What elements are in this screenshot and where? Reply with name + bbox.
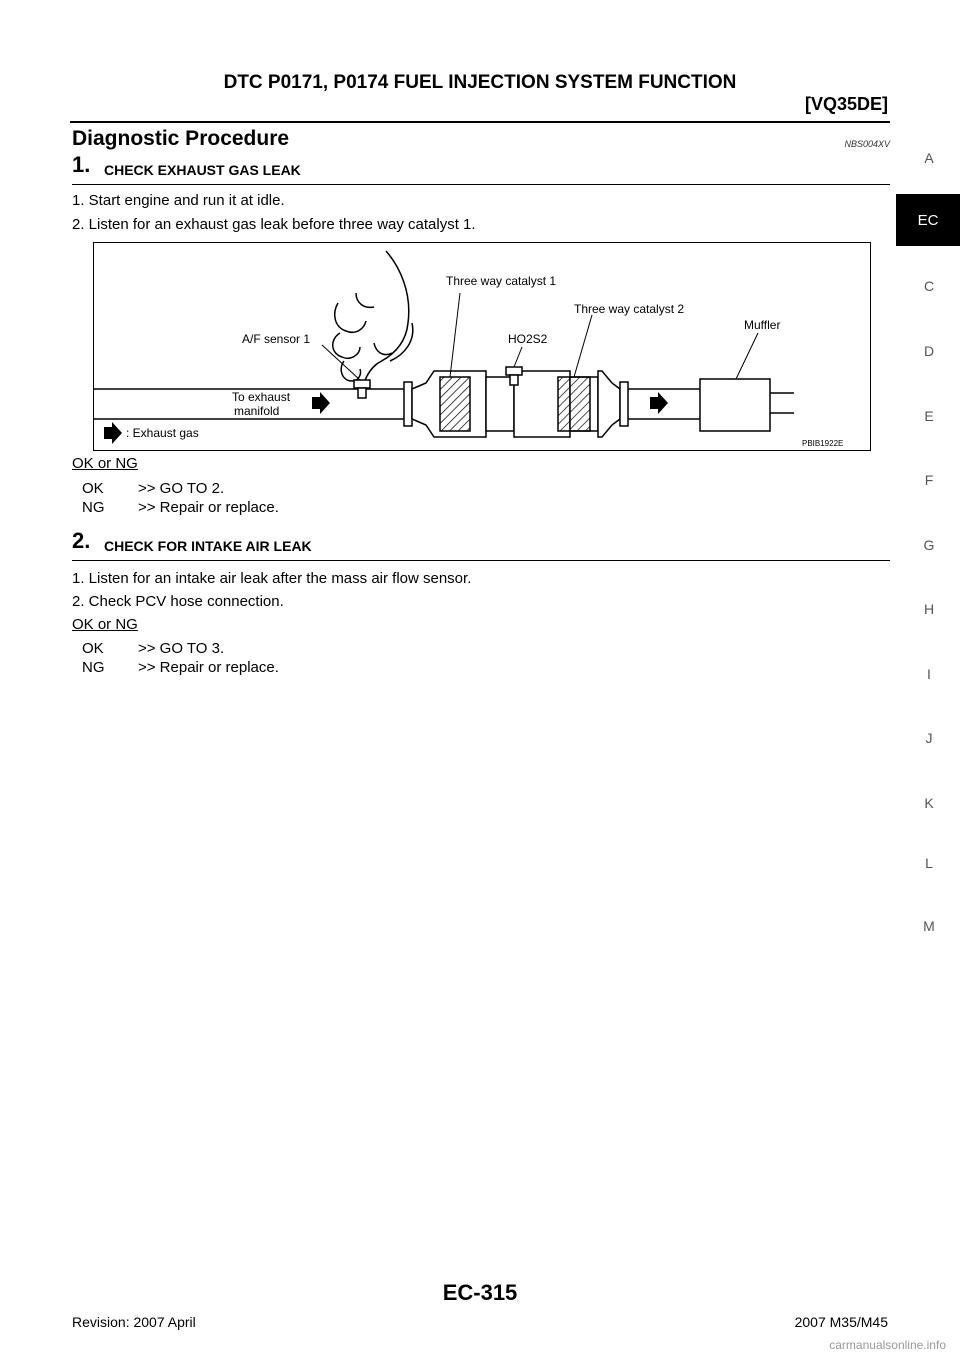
side-tab-k[interactable]: K [924,795,934,811]
step-1-ok-value: >> GO TO 2. [138,480,225,497]
label-manifold: manifold [234,404,280,418]
figure-id: PBIB1922E [802,439,844,448]
side-tab-d[interactable]: D [923,343,935,359]
footer-page-number: EC-315 [442,1280,518,1305]
step-1-header [72,152,890,185]
label-ho2s2: HO2S2 [508,332,548,346]
page-header-title: DTC P0171, P0174 FUEL INJECTION SYSTEM FUNCTION [223,72,737,93]
side-tab-c[interactable]: C [923,278,935,294]
exhaust-smoke-illustration [333,251,413,383]
label-three-way-catalyst-2: Three way catalyst 2 [574,302,685,316]
section-title: Diagnostic Procedure [72,127,290,150]
step-2-number: 2. [72,528,91,553]
header-divider [70,121,890,123]
step-2-title: CHECK FOR INTAKE AIR LEAK [104,538,312,554]
step-1-instruction-2: 2. Listen for an exhaust gas leak before three way catalyst 1. [72,216,476,233]
label-to-exhaust: To exhaust [232,390,291,404]
step-1-ng-key: NG [82,499,105,516]
step-2-instruction-2: 2. Check PCV hose connection. [72,593,284,610]
page-header-subtitle: [VQ35DE] [804,94,888,114]
side-tab-f[interactable]: F [924,472,934,488]
step-2-header [72,528,890,561]
step-1-instruction-1: 1. Start engine and run it at idle. [72,192,285,209]
step-1-ok-key: OK [82,480,104,497]
side-tab-ec-active[interactable]: EC [896,194,960,246]
side-tab-l[interactable]: L [925,855,933,871]
watermark: carmanualsonline.info [829,1338,946,1352]
side-tab-j[interactable]: J [925,730,933,746]
footer-revision: Revision: 2007 April [72,1314,196,1330]
footer-model: 2007 M35/M45 [794,1314,888,1330]
step-2-ok-value: >> GO TO 3. [138,640,225,657]
side-tab-e[interactable]: E [924,408,934,424]
side-tab-g[interactable]: G [923,537,935,553]
step-2-ok-key: OK [82,640,104,657]
step-2-ok-or-ng: OK or NG [72,616,138,633]
step-2-ng-value: >> Repair or replace. [138,659,279,676]
side-tab-i[interactable]: I [927,666,931,682]
step-2-ng-key: NG [82,659,105,676]
side-tab-a[interactable]: A [924,150,934,166]
legend-arrow-icon [104,422,122,444]
exhaust-system-diagram [93,242,871,451]
side-tab-m[interactable]: M [923,918,935,934]
step-1-title: CHECK EXHAUST GAS LEAK [104,162,301,178]
step-2-instruction-1: 1. Listen for an intake air leak after the mass air flow sensor. [72,570,472,587]
label-exhaust-gas-legend: : Exhaust gas [126,426,199,440]
label-af-sensor-1: A/F sensor 1 [242,332,311,346]
section-code: NBS004XV [844,139,890,149]
label-muffler: Muffler [744,318,781,332]
label-three-way-catalyst-1: Three way catalyst 1 [446,274,557,288]
step-1-number: 1. [72,152,91,177]
step-1-ok-or-ng: OK or NG [72,455,138,472]
side-tab-h[interactable]: H [923,601,935,617]
step-1-ng-value: >> Repair or replace. [138,499,279,516]
